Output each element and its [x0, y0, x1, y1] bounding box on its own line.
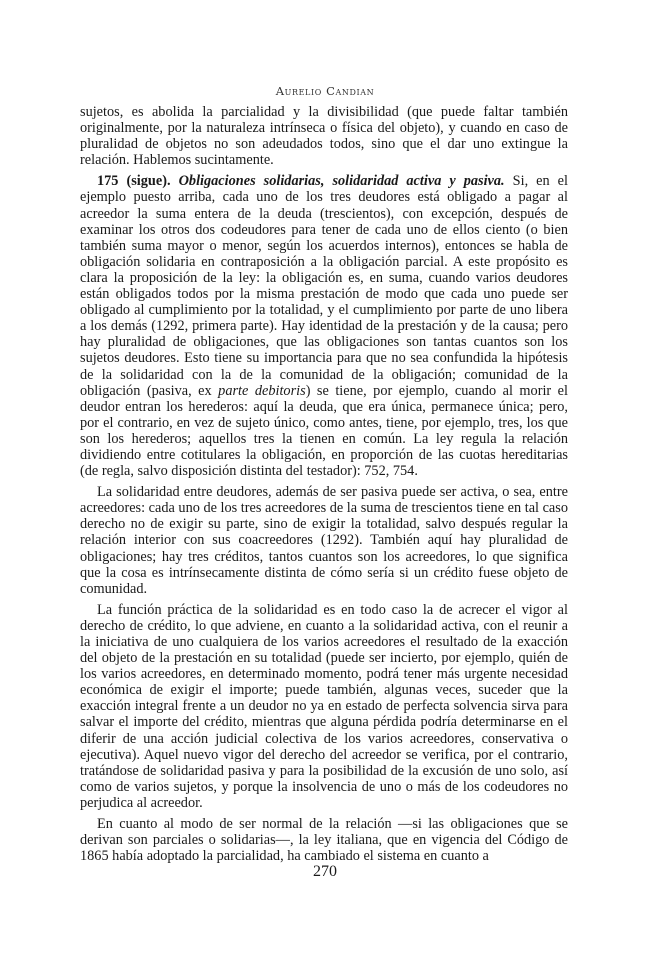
paragraph-section-175 — [80, 173, 568, 479]
section-text-b: ) se tiene, por ejemplo, cuando al morir el deudor entran los herederos: aquí la deuda, que era única, permanece única; pero, por el contrario, en vez de sujeto único, como antes, tiene, por ejemplo, tres, los que son los herederos; aquellos tres la tienen en común. La ley regula la relación dividiendo entre cotitulares la obligación, en proporción de las cuotas hereditarias (de regla, salvo disposición distinta del testador): 752, 754. — [80, 382, 568, 480]
paragraph-active-solidarity: La solidaridad entre deudores, además de ser pasiva puede ser activa, o sea, entre acreedores: cada uno de los tres acreedores de la suma de trescientos tiene en tal caso derecho no de exigir su parte, sino de exigir la totalidad, salvo después regular la relación interior con sus coacreedores (1292). También aquí hay pluralidad de obligaciones; hay tres créditos, tantos cuantos son los acreedores, lo que significa que la cosa es intrínsecamente distinta de cómo sería si un crédito fuese objeto de comunidad. — [80, 484, 568, 597]
page-number: 270 — [313, 863, 337, 880]
paragraph-normal-mode: En cuanto al modo de ser normal de la relación —si las obligaciones que se derivan son parciales o solidarias—, la ley italiana, que en vigencia del Código de 1865 había adoptado la parcialidad, ha cambiado el sistema en cuanto a — [80, 816, 568, 865]
paragraph-practical-function: La función práctica de la solidaridad es en todo caso la de acrecer el vigor al derecho de crédito, lo que adviene, en cuanto a la solidaridad activa, con el reunir a la iniciativa de uno cualquiera de los varios acreedores el resultado de la exacción del objeto de la prestación en su totalidad (puede ser incierto, por ejemplo, quién de los varios acreedores, en determinado momento, podrá tener más urgente necesidad económica de exigir el importe; puede también, algunas veces, suceder que la exacción integral frente a un deudor no ya en estado de perfecta solvencia sirva para salvar el importe del crédito, mientras que alguna pérdida podría determinarse en el diferir de una acción judicial colectiva de los varios acreedores, conservativa o ejecutiva). Aquel nuevo vigor del derecho del acreedor se verifica, por el contrario, tratándose de solidaridad pasiva y para la posibilidad de la excusión de uno solo, así como de varios sujetos, y porque la insolvencia de uno o más de los codeudores no perjudica al acreedor. — [80, 601, 568, 811]
section-title: Obligaciones solidarias, solidaridad activa y pasiva. — [178, 173, 505, 190]
section-text-a: Si, en el ejemplo puesto arriba, cada uno de los tres deudores está obligado a pagar al acreedor la suma entera de la deuda (trescientos), con excepción, después de examinar los otros dos codeudores para tener de cada uno de ellos ciento (o bien también suma mayor o menor, según los acuerdos internos), entonces se habla de obligación solidaria en contraposición a la obligación parcial. A este propósito es clara la proposición de la ley: la obligación es, en suma, cuando varios deudores están obligados todos por la misma prestación de modo que cada uno puede ser obligado al cumplimiento por la totalidad, y el cumplimiento por parte de uno libera a los demás (1292, primera parte). Hay identidad de la prestación y de la causa; pero hay pluralidad de obligaciones, que las obligaciones son tantas cuantos son los sujetos deudores. Esto tiene su importancia para que no sea confundida la hipótesis de la solidaridad con la de la comunidad de la obligación; comunidad de la obligación (pasiva, ex — [80, 173, 568, 399]
section-sigue: (sigue). — [126, 173, 171, 190]
page-body — [80, 104, 568, 864]
latin-term: parte debitoris — [218, 382, 306, 399]
running-header: Aurelio Candian — [275, 84, 375, 98]
section-number: 175 — [97, 173, 119, 190]
paragraph-continuation: sujetos, es abolida la parcialidad y la divisibilidad (que puede faltar también originalmente, por la naturaleza intrínseca o física del objeto), y cuando en caso de pluralidad de objetos no son adeudados todos, sino que el dar uno extingue la relación. Hablemos sucintamente. — [80, 104, 568, 169]
